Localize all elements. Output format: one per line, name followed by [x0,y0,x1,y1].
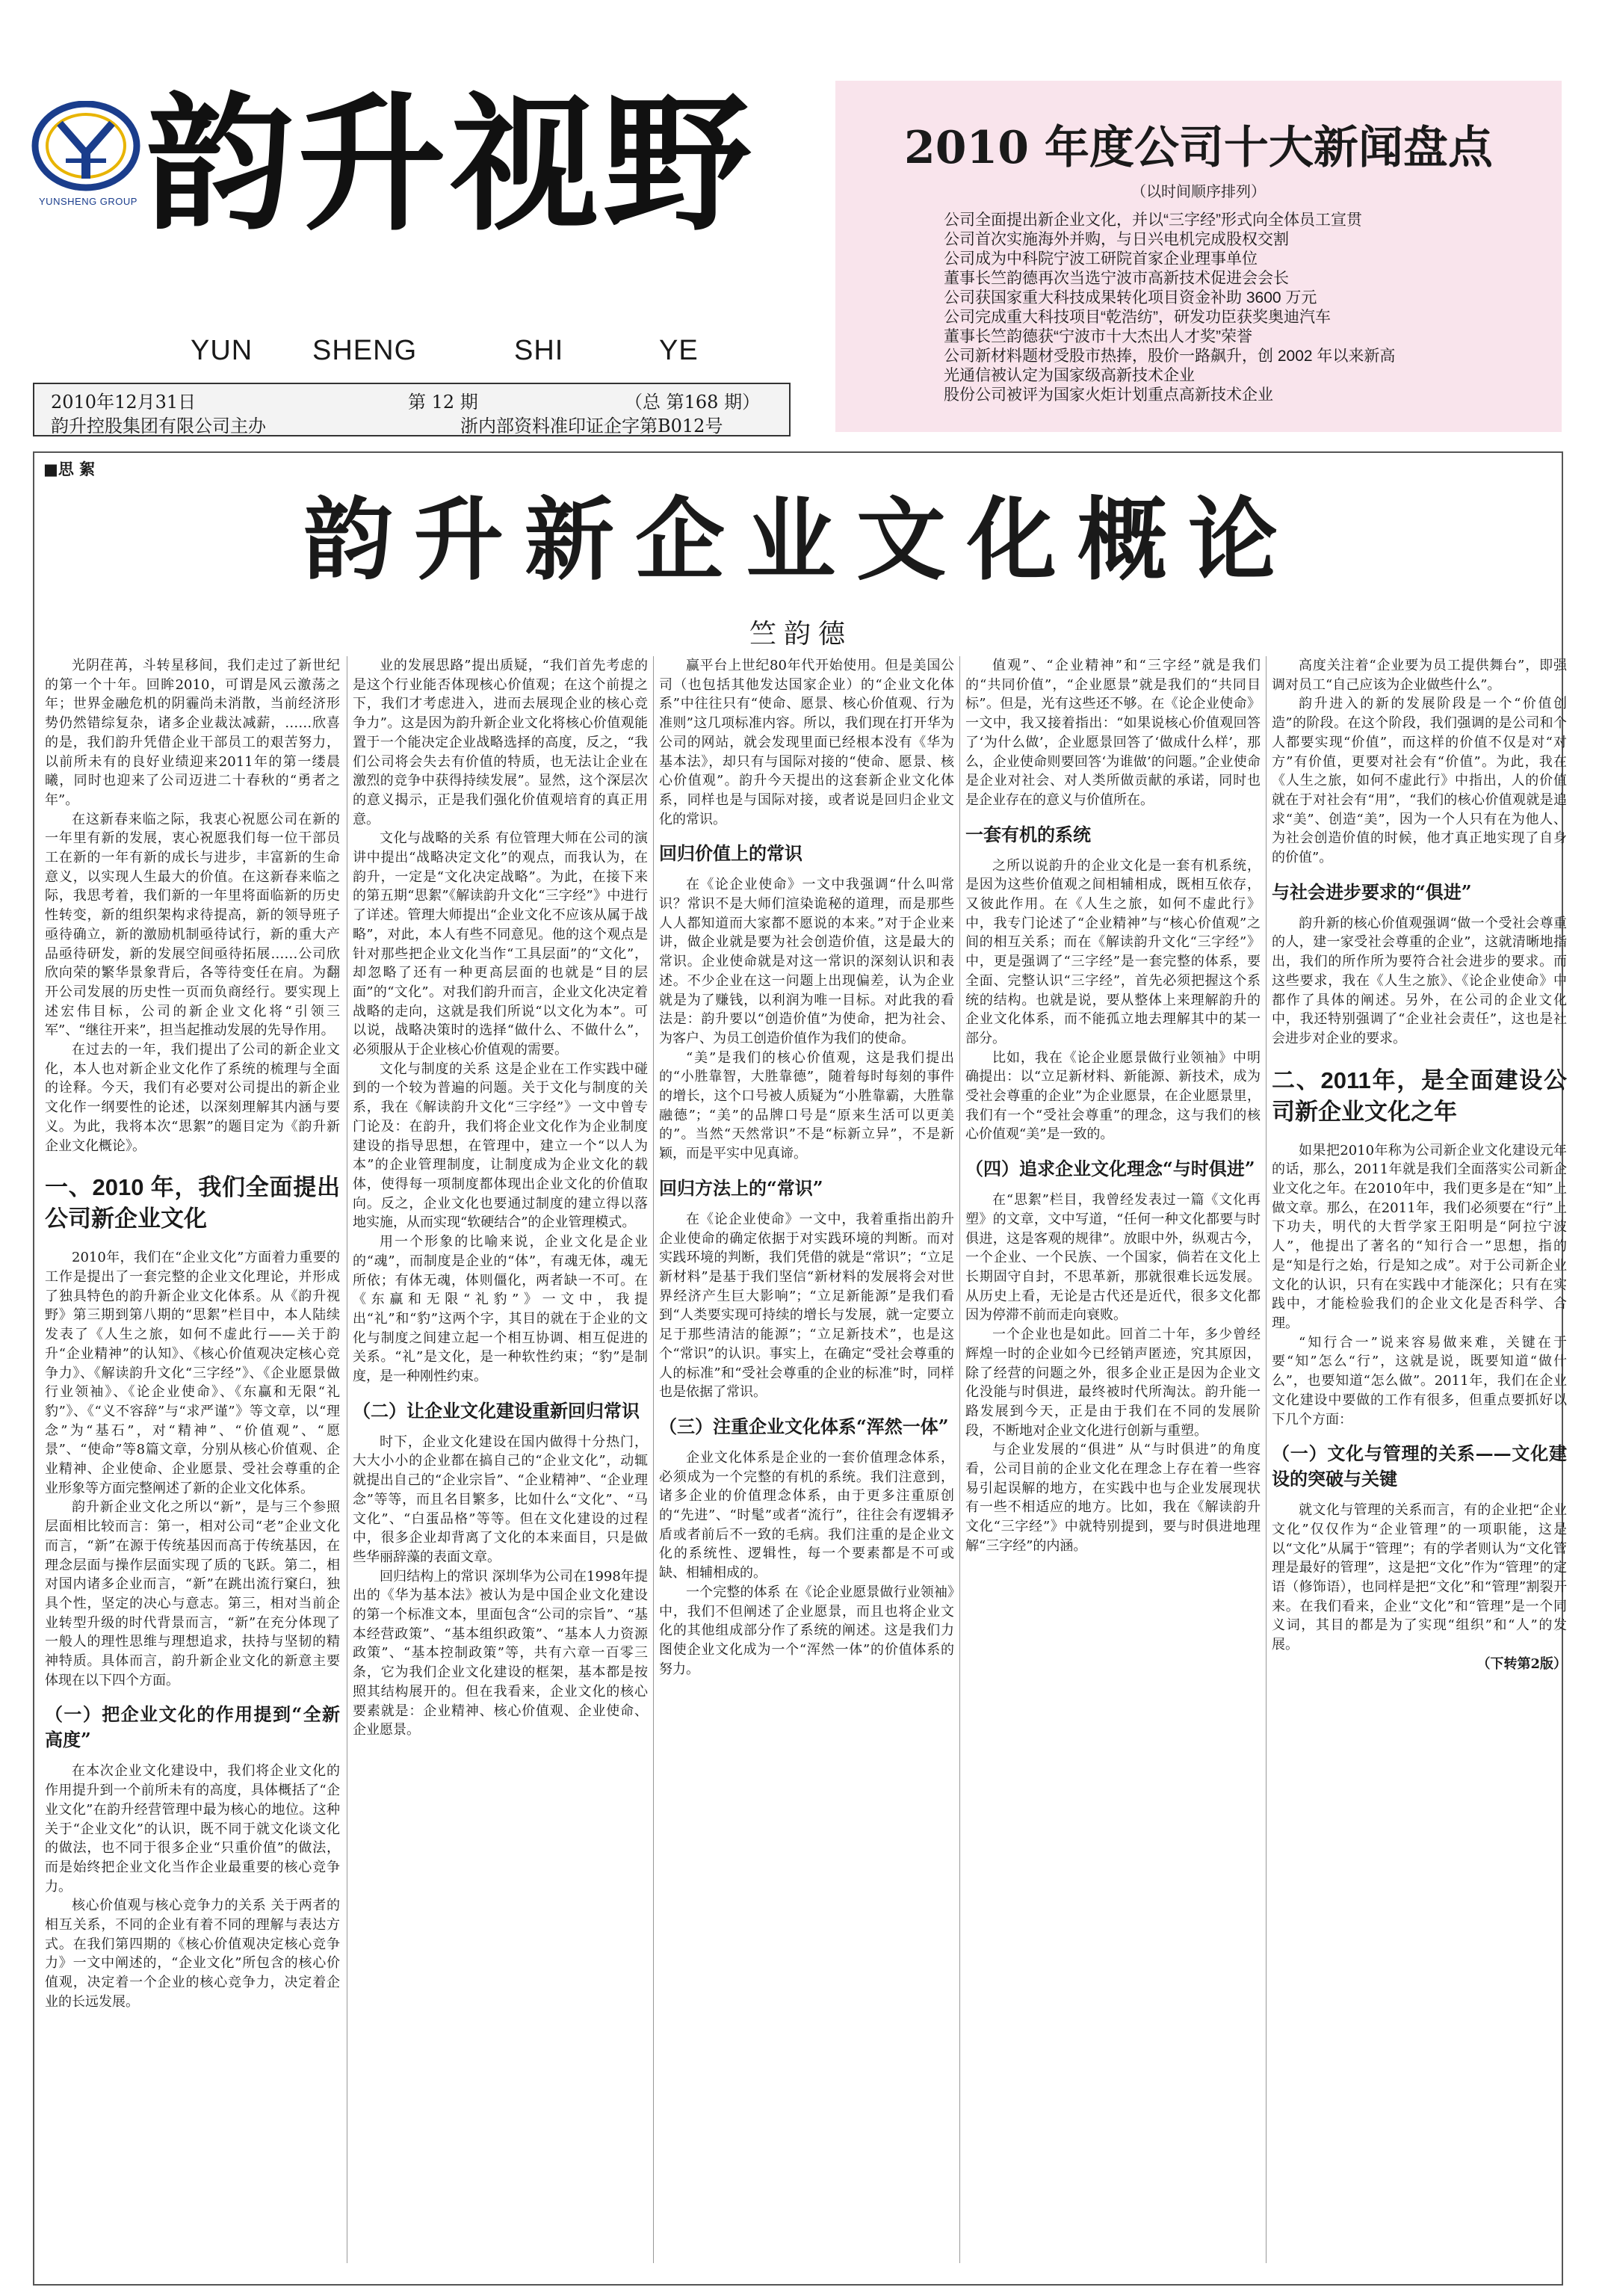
news-item: 公司成为中科院宁波工研院首家企业理事单位 [944,250,1258,268]
masthead-pinyin-1: YUN [191,335,253,366]
subsection-heading: 与社会进步要求的“俱进” [1272,880,1472,903]
paragraph: 就文化与管理的关系而言，有的企业把“企业文化”仅仅作为“企业管理”的一项职能，这是以“文化”从属于“管理”；有的学者则认为“文化管理是最好的管理”，这是把“文化”作为“管理”的定语（修饰语），也同样是把“文化”和“管理”割裂开来。在我们看来，企业“文化”和“管理”是一个同义词，其目的都是为了实现“组织”和“人”的发展。 [1272,1502,1567,1653]
masthead-pinyin-2: SHENG [312,335,418,366]
paragraph: 2010年，我们在“企业文化”方面着力重要的工作是提出了一套完整的企业文化理论，并形成了独具特色的韵升新企业文化体系。从《韵升视野》第三期到第八期的“思絮”栏目中，本人陆续发表了《人生之旅，如何不虚此行——关于韵升“企业精神”的认知》、《核心价值观决定核心竞争力》、《解读韵升文化“三字经”》、《企业愿景做行业领袖》、《论企业使命》、《东赢和无限“礼豹”》、《“义不容辞”与“求严谨”》等文章，以“理念”为“基石”，对“精神”、“价值观”、“愿景”、“使命”等8篇文章，分别从核心价值观、企业精神、企业使命、企业愿景、受社会尊重的企业形象等方面完整阐述了新的企业文化体系。 [45,1250,340,1496]
paragraph: 赢平台上世纪80年代开始使用。但是美国公司（也包括其他发达国家企业）的“企业文化体系”中往往只有“使命、愿景、核心价值观、行为准则”这几项标准内容。所以，我们现在打开华为公司的网站，就会发现里面已经根本没有《华为基本法》，却只有与国际对接的“使命、愿景、核心价值观”。韵升今天提出的这套新企业文化体系，同样也是与国际对接，或者说是回归企业文化的常识。 [659,658,954,827]
article-column-4 [965,656,1261,2271]
masthead-pinyin-3: SHI [514,335,564,366]
news-box-title: 2010 年度公司十大新闻盘点 [904,122,1493,174]
issue-publisher: 韵升控股集团有限公司主办 [51,416,266,436]
news-item: 公司新材料题材受股市热捧，股价一路飙升，创 2002 年以来新高 [944,348,1396,365]
article-headline: 韵升新企业文化概论 [303,487,1299,593]
paragraph: 在本次企业文化建设中，我们将企业文化的作用提升到一个前所未有的高度，具体概括了“企业文化”在韵升经营管理中最为核心的地位。这种关于“企业文化”的认识，既不同于就文化谈文化的做法，也不同于很多企业“只重价值”的做法，而是始终把企业文化当作企业最重要的核心竞争力。 [45,1763,340,1895]
news-item: 公司获国家重大科技成果转化项目资金补助 3600 万元 [944,289,1317,306]
paragraph: 文化与制度的关系 这是企业在工作实践中碰到的一个较为普遍的问题。关于文化与制度的关系，我在《解读韵升文化“三字经”》一文中曾专门论及：在韵升，我们将企业文化作为企业制度建设的指导思想，在管理中，建立一个“以人为本”的企业管理制度，让制度成为企业文化的载体，使得每一项制度都体现出企业文化的价值取向。反之，企业文化也要通过制度的建立得以落地实施，从而实现“软硬结合”的企业管理模式。 [353,1061,648,1231]
paragraph: 业的发展思路”提出质疑，“我们首先考虑的是这个行业能否体现核心价值观；在这个前提之下，我们才考虑进入，进而去展现企业的核心竞争力”。这是因为韵升新企业文化将核心价值观能置于一个能决定企业战略选择的高度，反之，“我们公司将会失去有价值的特质，也无法让企业在激烈的竞争中获得持续发展”。显然，这个深层次的意义揭示，正是我们强化价值观培育的真正用意。 [353,658,648,827]
paragraph: 时下，企业文化建设在国内做得十分热门，大大小小的企业都在搞自己的“企业文化”，动辄就提出自己的“企业宗旨”、“企业精神”、“企业理念”等等，而且名目繁多，比如什么“文化”、“马文化”、“白蛋品格”等等。但在文化建设的过程中，很多企业却背离了文化的本来面目，只是做些华丽辞藻的表面文章。 [353,1434,648,1565]
article-column-2 [353,656,648,2271]
paragraph: 之所以说韵升的企业文化是一套有机系统，是因为这些价值观之间相辅相成，既相互依存，又彼此作用。在《人生之旅，如何不虚此行》中，我专门论述了“企业精神”与“核心价值观”之间的相互关系；而在《解读韵升文化“三字经”》中，更是强调了“三字经”是一套完整的体系，要全面、完整认识“三字经”，首先必须把握这个系统的结构。也就是说，要从整体上来理解韵升的企业文化体系，而不能孤立地去理解其中的某一部分。 [965,857,1261,1046]
subsection-heading: 回归价值上的常识 [659,842,802,865]
news-item: 光通信被认定为国家级高新技术企业 [944,367,1195,384]
issue-license: 浙内部资料准印证企字第B012号 [460,416,723,436]
column-divider [1266,656,1267,2263]
section-heading: 二、2011年，是全面建设公司新企业文化之年 [1272,1067,1567,1125]
news-item: 董事长竺韵德获“宁波市十大杰出人才奖”荣誉 [944,328,1252,345]
paragraph: 一个完整的体系 在《论企业愿景做行业领袖》中，我们不但阐述了企业愿景，而且也将企业文化的其他组成部分作了系统的阐述。这是我们力图使企业文化成为一个“浑然一体”的价值体系的努力。 [659,1584,954,1677]
paragraph: 与企业发展的“俱进” 从“与时俱进”的角度看，公司目前的企业文化在理念上存在着一些容易引起误解的地方，在实践中也与企业发展现状有一些不相适应的地方。比如，我在《解读韵升文化“三字经”》中就特别提到，要与时俱进地理解“三字经”的内涵。 [965,1442,1261,1554]
section-heading: 一、2010 年，我们全面提出公司新企业文化 [45,1174,340,1232]
paragraph: 核心价值观与核心竞争力的关系 关于两者的相互关系，不同的企业有着不同的理解与表达方式。在我们第四期的《核心价值观决定核心竞争力》一文中阐述的，“企业文化”所包含的核心价值观，决定着一个企业的核心竞争力，决定着企业的长远发展。 [45,1898,340,2010]
news-item: 股份公司被评为国家火炬计划重点高新技术企业 [944,386,1273,404]
article-author: 竺韵德 [749,619,853,649]
issue-total: （总 第168 期） [625,392,761,413]
issue-info-box [33,383,791,436]
paragraph: 值观”、“企业精神”和“三字经”就是我们的“共同价值”，“企业愿景”就是我们的“共同目标”。但是，光有这些还不够。在《论企业使命》一文中，我又接着指出：“如果说核心价值观回答了‘为什么做’，企业愿景回答了‘做成什么样’，那么，企业使命则要回答‘为谁做’的问题。”企业使命是企业对社会、对人类所做贡献的承诺，同时也是企业存在的意义与价值所在。 [965,658,1261,808]
subsection-heading: （四）追求企业文化理念“与时俱进” [965,1158,1255,1180]
masthead-title: 韵升视野 [146,77,755,251]
issue-date: 2010年12月31日 [51,392,197,413]
top-news-box [835,81,1562,432]
paragraph: “美”是我们的核心价值观，这是我们提出的“小胜靠智，大胜靠德”，随着每时每刻的事件的增长，这个口号被人质疑为“小胜靠霸，大胜靠融德”；“美”的品牌口号是“原来生活可以更美的”。当然“天然常识”不是“标新立异”，不是新颖，而是平实中见真谛。 [659,1049,954,1162]
article-column-3 [659,656,954,2271]
paragraph: 用一个形象的比喻来说，企业文化是企业的“魂”，而制度是企业的“体”，有魂无体，魂无所依；有体无魂，体则僵化，两者缺一不可。在《东赢和无限“礼豹”》一文中，我提出“礼”和“豹”这两个字，其目的就在于企业的文化与制度之间建立起一个相互协调、相互促进的关系。“礼”是文化，是一种软性约束；“豹”是制度，是一种刚性约束。 [353,1234,648,1385]
paragraph: 文化与战略的关系 有位管理大师在公司的演讲中提出“战略决定文化”的观点，而我认为，在韵升，一定是“文化决定战略”。为此，在接下来的第五期“思絮”《解读韵升文化“三字经”》中进行了详述。管理大师提出“企业文化不应该从属于战略”，对此，本人有些不同意见。他的这个观点是针对那些把企业文化当作“工具层面”的“文化”，却忽略了还有一种更高层面的也就是“目的层面”的“文化”。对我们韵升而言，企业文化决定着战略的走向，这就是我们所说“以文化为本”。可以说，战略决策时的选择“做什么、不做什么”，必须服从于企业核心价值观的需要。 [353,830,648,1058]
subsection-heading: （一）文化与管理的关系——文化建设的突破与关键 [1272,1442,1567,1490]
news-list [944,211,1395,405]
paragraph: 在《论企业使命》一文中，我着重指出韵升企业使命的确定依据于对实践环境的判断。而对实践环境的判断，我们凭借的就是“常识”；“立足新材料”是基于我们坚信“新材料的发展将会对世界经济产生巨大影响”；“立足新能源”是我们看到“人类要实现可持续的增长与发展，就一定要立足于那些清洁的能源”；“立足新技术”，也是这个“常识”的认识。事实上，在确定“受社会尊重的人的标准”和“受社会尊重的企业的标准”时，同样也是依据了常识。 [659,1211,954,1401]
paragraph: 韵升新企业文化之所以“新”，是与三个参照层面相比较而言：第一，相对公司“老”企业文化而言，“新”在源于传统基因而高于传统基因，在理念层面与操作层面实现了质的飞跃。第二，相对国内诸多企业而言，“新”在跳出流行窠臼，独具个性，坚定的决心与意志。第三，相对当前企业转型升级的时代背景而言，“新”在充分体现了一般人的理性思维与理想追求，扶持与坚韧的精神特质。具体而言，韵升新企业文化的新意主要体现在以下四个方面。 [45,1499,340,1688]
paragraph: 回归结构上的常识 深圳华为公司在1998年提出的《华为基本法》被认为是中国企业文化建设的第一个标准文本，里面包含“公司的宗旨”、“基本经营政策”、“基本组织政策”、“基本人力资源政策”、“基本控制政策”等，共有六章一百零三条，它为我们企业文化建设的框架，基本都是按照其结构展开的。但在我看来，企业文化的核心要素就是：企业精神、核心价值观、企业使命、企业愿景。 [353,1568,648,1738]
subsection-heading: （三）注重企业文化体系“浑然一体” [659,1415,949,1437]
masthead-pinyin-4: YE [659,335,699,366]
continued-note: （下转第2版） [1476,1655,1567,1672]
paragraph: 韵升新的核心价值观强调“做一个受社会尊重的人，建一家受社会尊重的企业”，这就清晰地指出，我们的所作所为要符合社会进步的要求。而这些要求，我在《人生之旅》、《论企业使命》中都作了具体的阐述。另外，在公司的企业文化中，我还特别强调了“企业社会责任”，这也是社会进步对企业的要求。 [1272,915,1567,1046]
subsection-heading: 一套有机的系统 [965,823,1091,845]
section-label: ■思 絮 [43,460,96,478]
paragraph: 在这新春来临之际，我衷心祝愿公司在新的一年里有新的发展，衷心祝愿我们每一位干部员工在新的一年有新的成长与进步，丰富新的生命意义，以实现人生最大的价值。在这新春来临之际，我思考着，我们新的一年里将面临新的历史性转变，新的组织架构求待提高，新的领导班子亟待确立，新的激励机制亟待试行，新的重大产品亟待研发，新的发展空间亟待拓展……公司欣欣向荣的繁华景象背后，各等待变任在肩。为翻开公司发展的历史性一页而负商经行。要实现上述宏伟目标，公司的新企业文化将“引领三军”、“继往开来”，担当起推动发展的先导作用。 [45,811,340,1039]
paragraph: 比如，我在《论企业愿景做行业领袖》中明确提出：以“立足新材料、新能源、新技术，成为受社会尊重的企业”为企业愿景，在企业愿景里，我们有一个“受社会尊重”的理念，这与我们的核心价值观“美”是一致的。 [965,1049,1261,1143]
paragraph: 如果把2010年称为公司新企业文化建设元年的话，那么，2011年就是我们全面落实公司新企业文化之年。在2010年中，我们更多是在“知”上做文章。那么，在2011年，我们必须要在“行”上下功夫，明代的大哲学家王阳明是“阿拉宁波人”，他提出了著名的“知行合一”思想，指的是“知是行之始，行是知之成”。对于公司新企业文化的认识，只有在实践中才能深化；只有在实践中，才能检验我们的企业文化是否科学、合理。 [1272,1142,1567,1331]
logo-text: YUNSHENG GROUP [39,196,137,207]
paragraph: “知行合一”说来容易做来难，关键在于要“知”怎么“行”，这就是说，既要知道“做什么”，也要知道“怎么做”。2011年，我们在企业文化建设中要做的工作有很多，但重点要抓好以下几个方面： [1272,1334,1567,1428]
subsection-heading: 回归方法上的“常识” [659,1176,823,1199]
paragraph: 在过去的一年，我们提出了公司的新企业文化，本人也对新企业文化作了系统的梳理与全面的诠释。今天，我们有必要对公司提出的新企业文化作一纲要性的论述，以深刻理解其内涵与要义。为此，我将本次“思絮”的题目定为《韵升新企业文化概论》。 [45,1042,340,1154]
paragraph: 在《论企业使命》一文中我强调“什么叫常识？常识不是大师们渲染诡秘的道理，而是那些人人都知道而大家都不愿说的本来。”对于企业来讲，做企业就是要为社会创造价值，这是最大的常识。企业使命就是对这一常识的深刻认识和表述。不少企业在这一问题上出现偏差，认为企业就是为了赚钱，以利润为唯一目标。对此我的看法是：韵升要以“创造价值”为使命，把为社会、为客户、为员工创造价值作为我们的使命。 [659,877,954,1046]
subsection-heading: （一）把企业文化的作用提到“全新高度” [45,1703,340,1751]
news-item: 董事长竺韵德再次当选宁波市高新技术促进会会长 [944,270,1289,287]
yunsheng-logo [30,101,142,194]
paragraph: 在“思絮”栏目，我曾经发表过一篇《文化再塑》的文章，文中写道，“任何一种文化都要与时俱进，这是客观的规律”。放眼中外，纵观古今，一个企业、一个民族、一个国家，倘若在文化上长期固守自封，不思革新，那就很难长远发展。从历史上看，无论是古代还是近代，很多文化都因为停滞不前而走向衰败。 [965,1192,1261,1324]
column-divider [653,656,654,2263]
column-divider [959,656,960,2263]
news-item: 公司完成重大科技项目“乾浩纺”，研发功臣获奖奥迪汽车 [944,309,1331,326]
news-item: 公司首次实施海外并购，与日兴电机完成股权交割 [944,231,1289,248]
subsection-heading: （二）让企业文化建设重新回归常识 [353,1399,640,1422]
paragraph: 韵升进入的新的发展阶段是一个“价值创造”的阶段。在这个阶段，我们强调的是公司和个人都要实现“价值”，而这样的价值不仅是对“对方”有价值，更要对社会有“价值”。为此，我在《人生之旅，如何不虚此行》中指出，人的价值就在于对社会有“用”，“我们的核心价值观就是追求“美”、创造“美”，因为一个人只有在为他人、为社会创造价值的时候，他才真正地实现了自身的价值”。 [1272,696,1567,866]
news-box-subtitle: （以时间顺序排列） [1131,182,1266,200]
issue-number: 第 12 期 [408,392,478,413]
article-column-5 [1272,656,1567,2263]
paragraph: 一个企业也是如此。回首二十年，多少曾经辉煌一时的企业如今已经销声匿迹，究其原因，除了经营的问题之外，很多企业正是因为企业文化没能与时俱进，最终被时代所淘汰。韵升能一路发展到今天，正是由于我们在不同的发展阶段，不断地对企业文化进行创新与重塑。 [965,1327,1261,1439]
paragraph: 高度关注着“企业要为员工提供舞台”，即强调对员工“自己应该为企业做些什么”。 [1272,658,1567,693]
news-item: 公司全面提出新企业文化，并以“三字经”形式向全体员工宣贯 [944,212,1362,229]
paragraph: 光阴荏苒，斗转星移间，我们走过了新世纪的第一个十年。回眸2010，可谓是风云激荡之年；世界金融危机的阴霾尚未消散，当前经济形势仍然错综复杂，诸多企业裁汰减薪，……欣喜的是，我们韵升凭借企业干部员工的艰苦努力，以前所未有的良好业绩迎来2011年的第一缕晨曦，同时也迎来了公司迈进二十春秋的“勇者之年”。 [45,658,340,808]
article-column-1 [45,656,340,2271]
paragraph: 企业文化体系是企业的一套价值理念体系，必须成为一个完整的有机的系统。我们注意到，诸多企业的价值理念体系，由于更多注重原创的“先进”、“时髦”或者“流行”，往往会有逻辑矛盾或者前后不一致的毛病。我们注重的是企业文化的系统性、逻辑性，每一个要素都是不可或缺、相辅相成的。 [659,1449,954,1581]
